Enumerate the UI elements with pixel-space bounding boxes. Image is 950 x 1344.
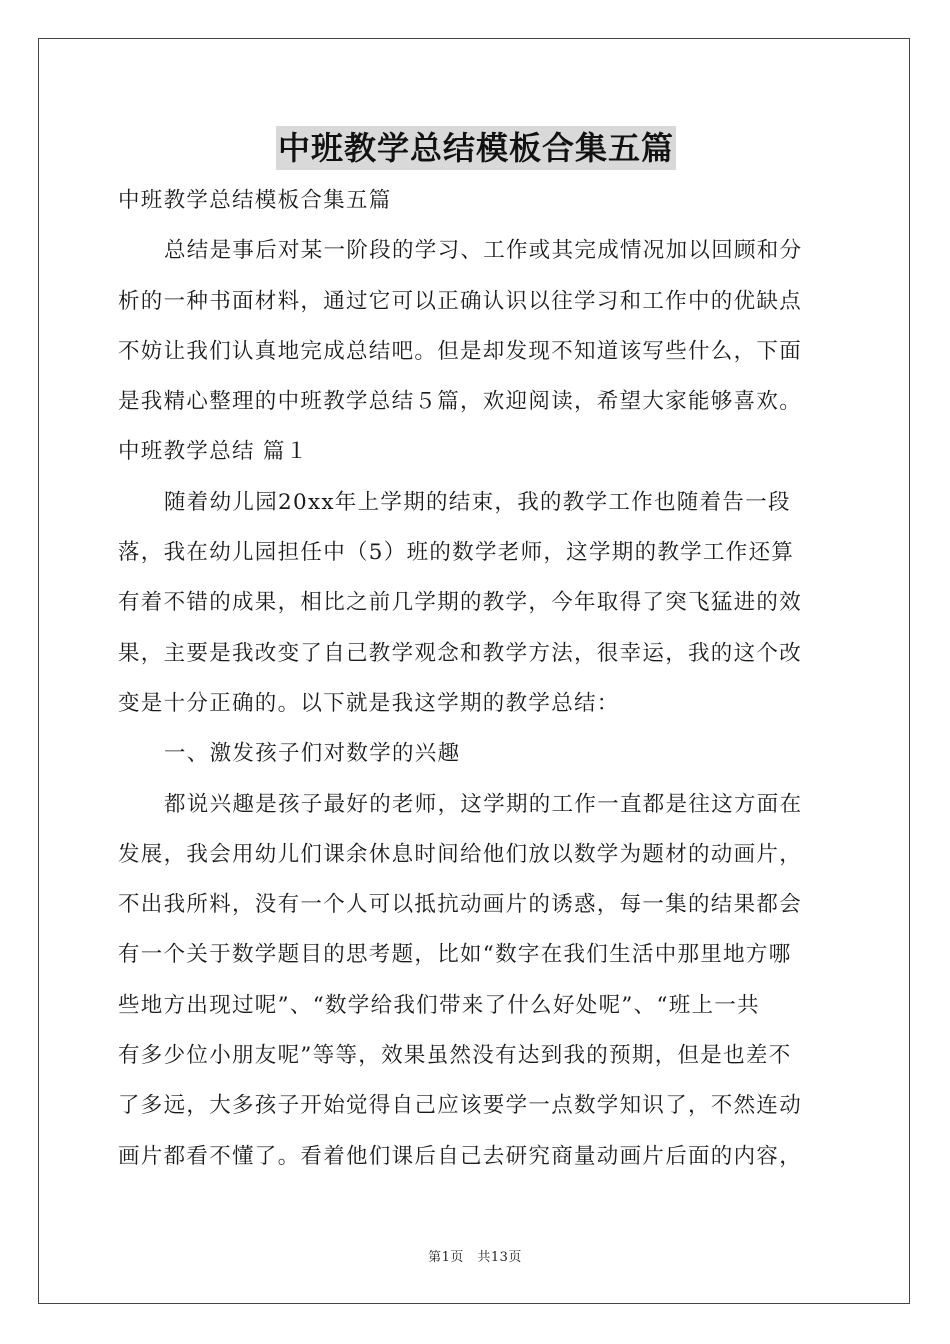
page-number: 第1页 共13页 bbox=[428, 1250, 522, 1265]
para2-line-6: 有多少位小朋友呢”等等，效果虽然没有达到我的预期，但是也差不 bbox=[118, 1043, 792, 1069]
section-heading: 中班教学总结 篇１ bbox=[118, 439, 309, 465]
subtitle: 中班教学总结模板合集五篇 bbox=[118, 188, 392, 213]
intro-line-2: 析的一种书面材料，通过它可以正确认识以往学习和工作中的优缺点 bbox=[118, 288, 803, 314]
title-text: 中班教学总结模板合集五篇 bbox=[276, 126, 676, 170]
para1-line-4: 果，主要是我改变了自己教学观念和教学方法，很幸运，我的这个改 bbox=[118, 640, 803, 666]
para2-line-7: 了多远，大多孩子开始觉得自己应该要学一点数学知识了，不然连动 bbox=[118, 1093, 803, 1119]
sub-heading: 一、激发孩子们对数学的兴趣 bbox=[164, 741, 461, 767]
document-body bbox=[118, 120, 834, 1182]
para2-line-2: 发展，我会用幼儿们课余休息时间给他们放以数学为题材的动画片， bbox=[118, 841, 803, 867]
intro-line-3: 不妨让我们认真地完成总结吧。但是却发现不知道该写些什么，下面 bbox=[118, 338, 803, 364]
para2-line-1: 都说兴趣是孩子最好的老师，这学期的工作一直都是往这方面在 bbox=[164, 791, 803, 817]
intro-line-1: 总结是事后对某一阶段的学习、工作或其完成情况加以回顾和分 bbox=[164, 238, 803, 264]
para1-line-3: 有着不错的成果，相比之前几学期的教学，今年取得了突飞猛进的效 bbox=[118, 590, 803, 616]
document-title bbox=[118, 120, 834, 176]
intro-line-4: 是我精心整理的中班教学总结５篇，欢迎阅读，希望大家能够喜欢。 bbox=[118, 389, 803, 415]
para1-line-1: 随着幼儿园20xx年上学期的结束，我的教学工作也随着告一段 bbox=[164, 489, 791, 515]
para1-line-2: 落，我在幼儿园担任中（5）班的数学老师，这学期的教学工作还算 bbox=[118, 540, 795, 566]
page-footer bbox=[0, 1246, 950, 1265]
para1-line-5: 变是十分正确的。以下就是我这学期的教学总结： bbox=[118, 690, 620, 716]
para2-line-3: 不出我所料，没有一个人可以抵抗动画片的诱惑，每一集的结果都会 bbox=[118, 892, 803, 918]
para2-line-4: 有一个关于数学题目的思考题，比如“数字在我们生活中那里地方哪 bbox=[118, 942, 792, 968]
para2-line-8: 画片都看不懂了。看着他们课后自己去研究商量动画片后面的内容， bbox=[118, 1143, 803, 1169]
para2-line-5: 些地方出现过呢”、“数学给我们带来了什么好处呢”、“班上一共 bbox=[118, 992, 760, 1018]
